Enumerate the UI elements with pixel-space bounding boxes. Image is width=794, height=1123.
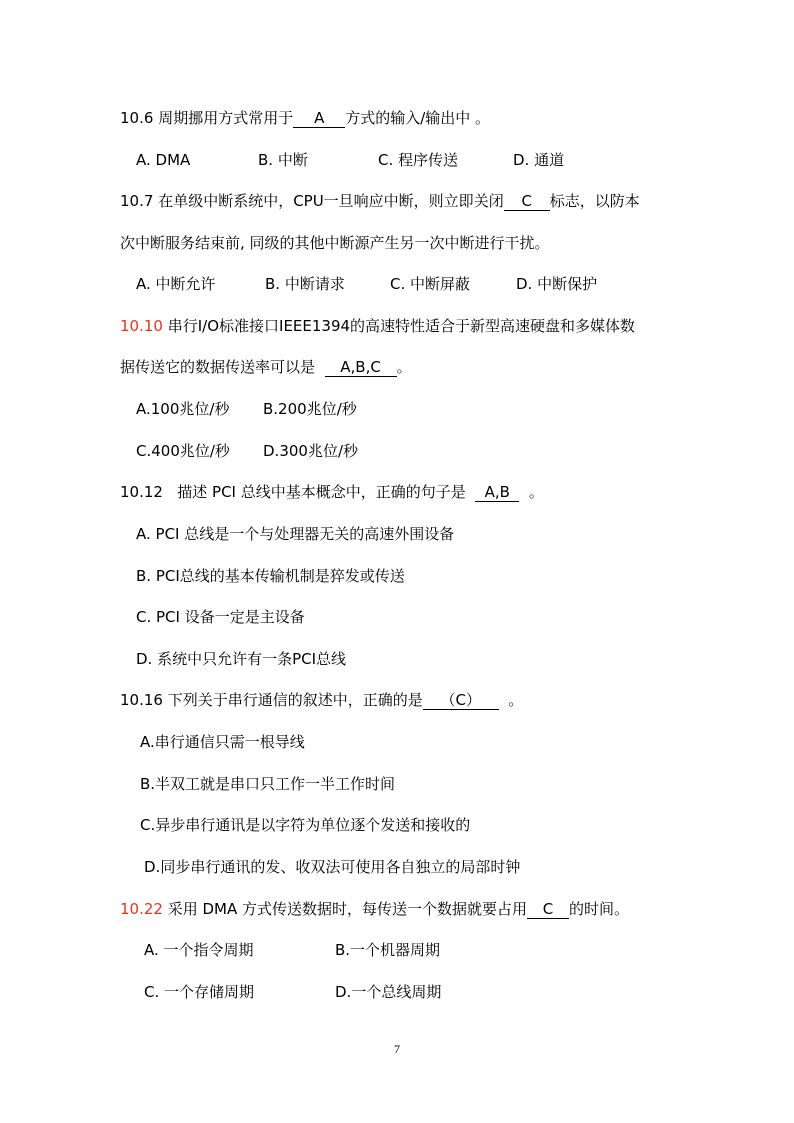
question-10-7	[120, 191, 640, 211]
question-text-end: 标志，以防本	[549, 192, 640, 210]
question-10-16	[120, 690, 523, 710]
page-number: 7	[394, 1042, 400, 1056]
question-text: 描述 PCI 总线中基本概念中，正确的句子是	[177, 483, 466, 501]
option-a: A.100兆位/秒	[136, 400, 230, 418]
question-number: 10.12	[120, 483, 163, 501]
option-a: A.串行通信只需一根导线	[140, 733, 305, 751]
option-b: B.半双工就是串口只工作一半工作时间	[140, 775, 396, 793]
option-c: C.400兆位/秒	[136, 442, 230, 460]
option-d: D. 通道	[513, 151, 565, 169]
question-text: 周期挪用方式常用于	[158, 109, 294, 127]
answer-blank: （C）	[423, 691, 499, 710]
option-d: D. 中断保护	[516, 275, 598, 293]
question-text-end: 方式的输入/输出中 。	[345, 109, 491, 127]
question-text: 下列关于串行通信的叙述中，正确的是	[167, 691, 423, 709]
answer-blank: C	[504, 192, 550, 211]
question-text: 串行I/O标准接口IEEE1394的高速特性适合于新型高速硬盘和多媒体数	[167, 317, 636, 335]
answer-blank: A	[293, 109, 345, 128]
option-b: B.200兆位/秒	[263, 400, 357, 418]
option-c: C.异步串行通讯是以字符为单位逐个发送和接收的	[140, 816, 471, 834]
option-a: A. 一个指令周期	[144, 941, 254, 959]
answer-blank: A,B,C	[325, 358, 397, 377]
option-c: C. 一个存储周期	[144, 983, 255, 1001]
question-10-12	[120, 482, 544, 502]
option-c: C. 中断屏蔽	[390, 275, 471, 293]
option-d: D.一个总线周期	[335, 983, 442, 1001]
question-10-10	[120, 316, 635, 336]
option-a: A. 中断允许	[136, 275, 216, 293]
question-number: 10.7	[120, 192, 154, 210]
option-d: D.同步串行通讯的发、收双法可使用各自独立的局部时钟	[144, 858, 521, 876]
question-10-6	[120, 108, 490, 128]
option-b: B. PCI总线的基本传输机制是猝发或传送	[136, 567, 405, 585]
question-text: 在单级中断系统中，CPU一旦响应中断，则立即关闭	[158, 192, 504, 210]
option-d: D.300兆位/秒	[263, 442, 359, 460]
question-10-10-continuation	[120, 357, 412, 377]
question-number: 10.6	[120, 109, 154, 127]
question-10-22	[120, 899, 629, 919]
question-10-7-continuation: 次中断服务结束前, 同级的其他中断源产生另一次中断进行干扰。	[120, 234, 550, 252]
option-b: B.一个机器周期	[335, 941, 441, 959]
option-a: A. DMA	[136, 151, 191, 169]
option-a: A. PCI 总线是一个与处理器无关的高速外围设备	[136, 525, 455, 543]
question-number: 10.16	[120, 691, 163, 709]
question-text: 据传送它的数据传送率可以是	[120, 358, 316, 376]
question-text: 采用 DMA 方式传送数据时，每传送一个数据就要占用	[167, 900, 528, 918]
question-number: 10.10	[120, 317, 163, 335]
answer-blank: C	[527, 900, 569, 919]
option-c: C. PCI 设备一定是主设备	[136, 608, 305, 626]
option-d: D. 系统中只允许有一条PCI总线	[136, 650, 347, 668]
option-b: B. 中断	[258, 151, 308, 169]
question-text-end: 。	[396, 358, 412, 376]
question-text-end: 的时间。	[569, 900, 630, 918]
option-b: B. 中断请求	[265, 275, 345, 293]
option-c: C. 程序传送	[378, 151, 459, 169]
question-text-end: 。	[528, 483, 544, 501]
question-text-end: 。	[508, 691, 524, 709]
answer-blank: A,B	[475, 483, 519, 502]
question-number: 10.22	[120, 900, 163, 918]
